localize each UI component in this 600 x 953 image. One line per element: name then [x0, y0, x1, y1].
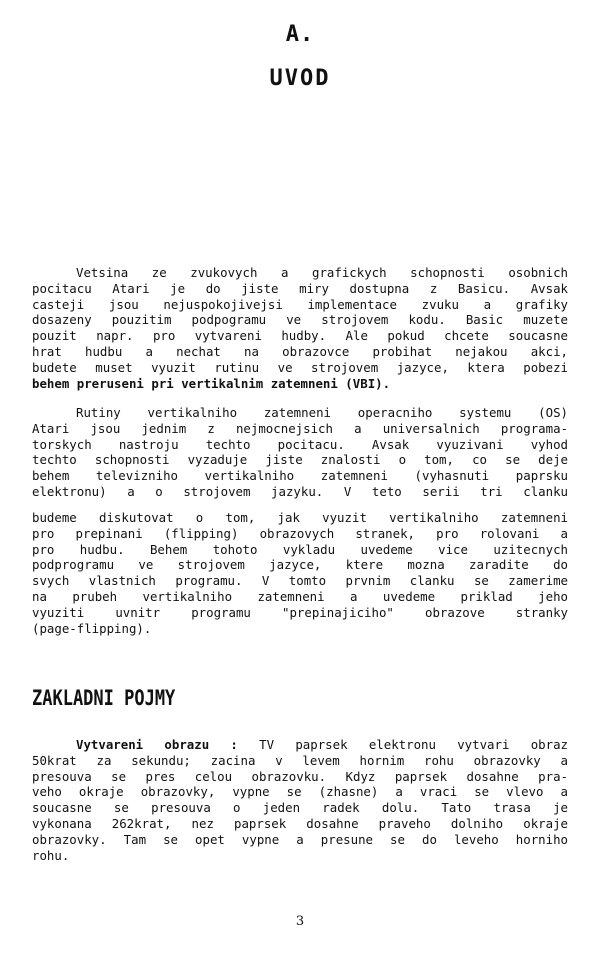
- paragraph-line: behem preruseni pri vertikalnim zatemneni (VBI).: [32, 375, 391, 391]
- paragraph-line: pouzit napr. pro vytvareni hudby. Ale pokud chcete soucasne: [32, 328, 568, 344]
- paragraph-line: behem televizniho vertikalniho zatemneni (vyhasnuti paprsku: [32, 468, 568, 484]
- paragraph-vbi-routines: [32, 405, 568, 500]
- paragraph-line: Atari jsou jednim z nejmocnejsich a universalnich programa-: [32, 420, 568, 436]
- paragraph-line: torskych nastroju techto pocitacu. Avsak vyuzivani vyhod: [32, 436, 568, 452]
- paragraph-intro: [32, 265, 568, 391]
- paragraph-line: svych vlastnich programu. V tomto prvnim clanku se zamerime: [32, 573, 568, 589]
- paragraph-line: vyuziti uvnitr programu "prepinajiciho" obrazove stranky: [32, 604, 568, 620]
- paragraph-line: pro hudbu. Behem tohoto vykladu uvedeme vice uzitecnych: [32, 541, 568, 557]
- paragraph-line: budeme diskutovat o tom, jak vyuzit vertikalniho zatemneni: [32, 510, 568, 525]
- paragraph-line: podprogramu ve strojovem jazyce, ktere mozna zaradite do: [32, 557, 568, 573]
- paragraph-line: (page-flipping).: [32, 620, 152, 636]
- paragraph-line: casteji jsou nejuspokojivejsi implementace zvuku a grafiky: [32, 296, 568, 312]
- section-heading: ZAKLADNI POJMY: [32, 686, 176, 711]
- paragraph-series-overview: [32, 510, 568, 636]
- paragraph-line: rohu.: [32, 847, 70, 863]
- paragraph-line: soucasne se presouva o jeden radek dolu. Tato trasa je: [32, 800, 568, 816]
- paragraph-line: 50krat za sekundu; zacina v levem hornim rohu obrazovky a: [32, 752, 568, 768]
- paragraph-line: elektronu) a o strojovem jazyku. V teto serii tri clanku: [32, 483, 568, 499]
- paragraph-line: pocitacu Atari je do jiste miry dostupna z Basicu. Avsak: [32, 280, 568, 296]
- chapter-title: UVOD: [269, 66, 331, 91]
- term-lead: Vytvareni obrazu :: [76, 737, 238, 752]
- paragraph-image-creation: [32, 737, 568, 863]
- paragraph-line: [32, 737, 568, 753]
- paragraph-line: na prubeh vertikalniho zatemneni a uvedeme priklad jeho: [32, 588, 568, 604]
- page-number: 3: [295, 914, 305, 929]
- paragraph-line: obrazovky. Tam se opet vypne a presune se do leveho horniho: [32, 831, 568, 847]
- paragraph-line: dosazeny pouzitim podpogramu ve strojovem kodu. Basic muzete: [32, 312, 568, 328]
- chapter-letter: A.: [285, 22, 315, 47]
- paragraph-line: Rutiny vertikalniho zatemneni operacniho systemu (OS): [76, 405, 568, 420]
- paragraph-line: veho okraje obrazovky, vypne se (zhasne) a vraci se vlevo a: [32, 784, 568, 800]
- paragraph-line: vykonana 262krat, nez paprsek dosahne praveho dolniho okraje: [32, 815, 568, 831]
- paragraph-line: presouva se pres celou obrazovku. Kdyz paprsek dosahne pra-: [32, 768, 568, 784]
- paragraph-line: hrat hudbu a nechat na obrazovce probihat nejakou akci,: [32, 343, 568, 359]
- paragraph-line: techto schopnosti vyzaduje jiste znalosti o tom, co se deje: [32, 452, 568, 468]
- paragraph-line: budete muset vyuzit rutinu ve strojovem jazyce, ktera pobezi: [32, 359, 568, 375]
- paragraph-line: Vetsina ze zvukovych a grafickych schopnosti osobnich: [76, 265, 568, 280]
- paragraph-line: pro prepinani (flipping) obrazovych stranek, pro rolovani a: [32, 525, 568, 541]
- term-lead-rest: TV paprsek elektronu vytvari obraz: [259, 737, 568, 752]
